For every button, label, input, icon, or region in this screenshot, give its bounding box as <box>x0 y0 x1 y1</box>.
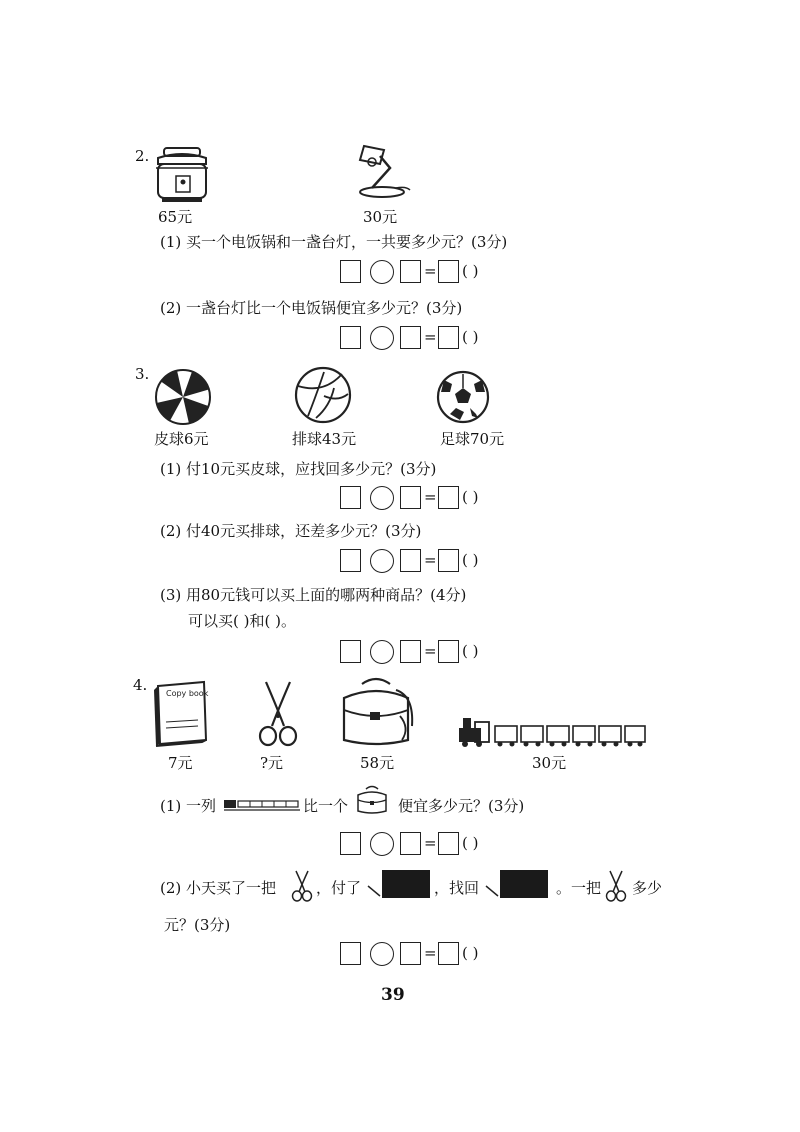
operator-circle[interactable] <box>370 549 394 573</box>
schoolbag-image <box>336 676 416 752</box>
scissors-image <box>254 680 302 750</box>
question-4-1-text-a: (1) 一列 <box>160 797 217 815</box>
question-4-2-text-c: ，找回 <box>434 879 480 897</box>
soccer-ball-image <box>436 370 492 424</box>
equals-sign: = <box>424 551 437 569</box>
question-3-3-text: (3) 用80元钱可以买上面的哪两种商品？(4分) <box>160 586 467 604</box>
schoolbag-price: 58元 <box>360 754 395 772</box>
answer-equation-4-1 <box>340 832 540 858</box>
answer-box[interactable] <box>400 640 421 663</box>
desk-lamp-image <box>350 142 412 206</box>
answer-box[interactable] <box>340 942 361 965</box>
result-box[interactable] <box>438 640 459 663</box>
operator-circle[interactable] <box>370 640 394 664</box>
operator-circle[interactable] <box>370 326 394 350</box>
question-4-2-text-f: 元？(3分) <box>164 916 231 934</box>
question-4-2-text-e: 多少 <box>632 879 663 897</box>
answer-box[interactable] <box>340 549 361 572</box>
question-3-2-text: (2) 付40元买排球，还差多少元？(3分) <box>160 522 422 540</box>
answer-equation-3-2 <box>340 549 540 575</box>
copybook-cover-text: Copy book <box>166 689 209 698</box>
answer-box[interactable] <box>400 260 421 283</box>
soccer-ball-label: 足球70元 <box>440 430 505 448</box>
result-box[interactable] <box>438 549 459 572</box>
rice-cooker-image <box>152 146 214 204</box>
question-4-2-text-b: ，付了 <box>316 879 362 897</box>
answer-equation-3-3 <box>340 640 540 666</box>
result-box[interactable] <box>438 832 459 855</box>
question-4-2-text-d: 。一把 <box>556 879 602 897</box>
page-number: 39 <box>381 985 405 1005</box>
rice-cooker-price: 65元 <box>158 208 193 226</box>
answer-box[interactable] <box>400 326 421 349</box>
answer-box[interactable] <box>340 326 361 349</box>
answer-box[interactable] <box>400 486 421 509</box>
operator-circle[interactable] <box>370 486 394 510</box>
question-4-1-text-b: 比一个 <box>303 797 349 815</box>
unit-parentheses[interactable]: ( ) <box>462 834 479 852</box>
answer-box[interactable] <box>400 549 421 572</box>
banknote-image <box>366 868 432 900</box>
equals-sign: = <box>424 328 437 346</box>
answer-box[interactable] <box>340 260 361 283</box>
question-4-number: 4. <box>133 676 148 694</box>
operator-circle[interactable] <box>370 942 394 966</box>
question-4-1-text-c: 便宜多少元？(3分) <box>398 797 525 815</box>
operator-circle[interactable] <box>370 832 394 856</box>
answer-box[interactable] <box>340 640 361 663</box>
unit-parentheses[interactable]: ( ) <box>462 262 479 280</box>
equals-sign: = <box>424 262 437 280</box>
toy-train-small-icon <box>224 797 300 811</box>
schoolbag-small-icon <box>354 785 390 815</box>
scissors-small-icon <box>604 870 628 902</box>
answer-equation-4-2 <box>340 942 540 968</box>
unit-parentheses[interactable]: ( ) <box>462 642 479 660</box>
question-2-2-text: (2) 一盏台灯比一个电饭锅便宜多少元？(3分) <box>160 299 463 317</box>
volleyball-image <box>294 366 354 424</box>
result-box[interactable] <box>438 486 459 509</box>
answer-equation-3-1 <box>340 486 540 512</box>
result-box[interactable] <box>438 942 459 965</box>
question-2-1-text: (1) 买一个电饭锅和一盏台灯，一共要多少元？(3分) <box>160 233 508 251</box>
question-3-number: 3. <box>135 365 150 383</box>
unit-parentheses[interactable]: ( ) <box>462 944 479 962</box>
question-4-2-text-a: (2) 小天买了一把 <box>160 879 277 897</box>
question-2-number: 2. <box>135 147 150 165</box>
operator-circle[interactable] <box>370 260 394 284</box>
unit-parentheses[interactable]: ( ) <box>462 488 479 506</box>
equals-sign: = <box>424 488 437 506</box>
beach-ball-image <box>154 368 214 426</box>
unit-parentheses[interactable]: ( ) <box>462 328 479 346</box>
answer-box[interactable] <box>400 832 421 855</box>
result-box[interactable] <box>438 260 459 283</box>
equals-sign: = <box>424 944 437 962</box>
answer-equation-2-2 <box>340 326 540 352</box>
banknote-image <box>484 868 550 900</box>
answer-equation-2-1 <box>340 260 540 286</box>
answer-box[interactable] <box>400 942 421 965</box>
answer-box[interactable] <box>340 832 361 855</box>
desk-lamp-price: 30元 <box>363 208 398 226</box>
result-box[interactable] <box>438 326 459 349</box>
volleyball-label: 排球43元 <box>292 430 357 448</box>
scissors-price: ?元 <box>260 754 284 772</box>
question-3-3-answer-line[interactable]: 可以买( )和( )。 <box>188 612 296 630</box>
unit-parentheses[interactable]: ( ) <box>462 551 479 569</box>
question-3-1-text: (1) 付10元买皮球，应找回多少元？(3分) <box>160 460 437 478</box>
copybook-image <box>150 680 212 750</box>
scissors-small-icon <box>290 870 314 902</box>
answer-box[interactable] <box>340 486 361 509</box>
toy-train-price: 30元 <box>532 754 567 772</box>
equals-sign: = <box>424 642 437 660</box>
equals-sign: = <box>424 834 437 852</box>
beach-ball-label: 皮球6元 <box>154 430 209 448</box>
toy-train-image <box>455 716 647 748</box>
copybook-price: 7元 <box>168 754 193 772</box>
